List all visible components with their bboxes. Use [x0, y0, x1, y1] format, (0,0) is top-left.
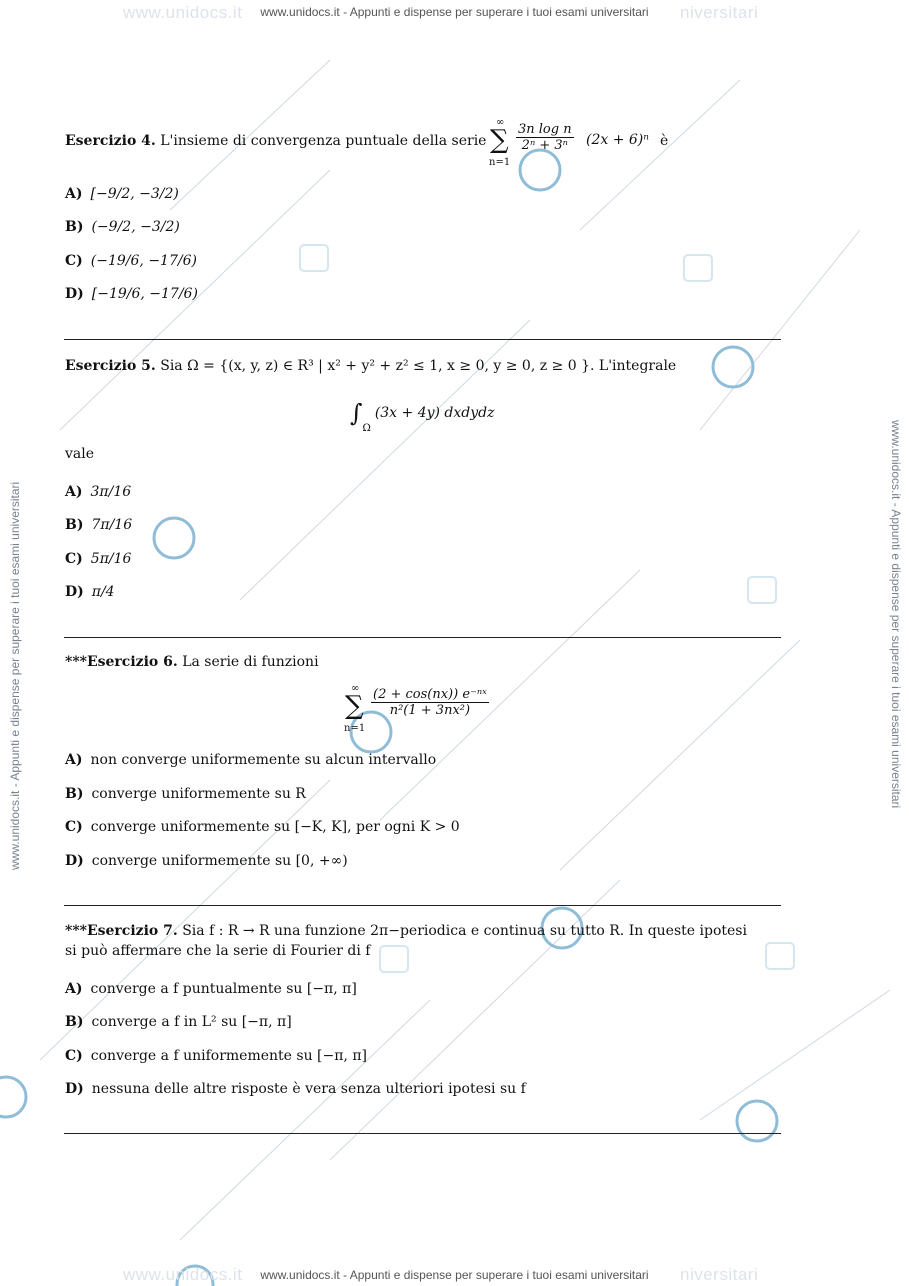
ex4-option-d[interactable]: D) [−19/6, −17/6) [65, 286, 198, 302]
watermark-side-right: www.unidocs.it - Appunti e dispense per superare i tuoi esami universitari [889, 420, 903, 809]
ex5-title: Esercizio 5. [65, 358, 156, 374]
ex6-sum-lower: n=1 [344, 723, 366, 734]
ex4-title: Esercizio 4. [65, 133, 156, 149]
watermark-side-left: www.unidocs.it - Appunti e dispense per superare i tuoi esami universitari [8, 481, 22, 870]
ex6-option-d[interactable]: D) converge uniformemente su [0, +∞) [65, 853, 348, 869]
ex4-sigma-icon: ∑ [490, 125, 509, 155]
ex4-sum-lower: n=1 [489, 157, 511, 168]
ex4-denominator: 2ⁿ + 3ⁿ [521, 138, 568, 153]
ex7-option-a[interactable]: A) converge a f puntualmente su [−π, π] [65, 981, 357, 997]
ex7-statement-line2: si può affermare che la serie di Fourier di f [65, 943, 371, 959]
watermark-ghost-right: niversitari [680, 3, 759, 22]
ex4-tail: (2x + 6)ⁿ [586, 132, 649, 148]
ex6-title: ***Esercizio 6. [65, 654, 178, 670]
divider [64, 1133, 781, 1134]
ex5-integral-sub: Ω [362, 423, 371, 434]
ex6-numerator: (2 + cos(nx)) e⁻ⁿˣ [373, 687, 487, 702]
ex5-option-a[interactable]: A) 3π/16 [65, 484, 132, 500]
ex6-fraction [371, 687, 489, 718]
ex7-statement-line1 [65, 923, 747, 939]
ex6-option-a[interactable]: A) non converge uniformemente su alcun intervallo [65, 752, 437, 768]
ex6-option-b[interactable]: B) converge uniformemente su R [65, 786, 306, 802]
ex5-integral [350, 395, 495, 434]
ex7-option-d[interactable]: D) nessuna delle altre risposte è vera senza ulteriori ipotesi su f [65, 1081, 526, 1097]
ex6-sum-upper: ∞ [351, 683, 360, 694]
ex5-option-d[interactable]: D) π/4 [65, 584, 115, 600]
ex4-option-b[interactable]: B) (−9/2, −3/2) [65, 219, 180, 235]
watermark-header: www.unidocs.it - Appunti e dispense per superare i tuoi esami universitari [260, 5, 649, 19]
ex6-option-c[interactable]: C) converge uniformemente su [−K, K], per ogni K > 0 [65, 819, 460, 835]
ex6-text: La serie di funzioni [182, 654, 319, 670]
divider [64, 339, 781, 340]
ex6-denominator: n²(1 + 3nx²) [389, 703, 471, 718]
ex4-option-a[interactable]: A) [−9/2, −3/2) [65, 186, 179, 202]
ex5-integrand: (3x + 4y) dxdydz [374, 405, 495, 421]
divider [64, 637, 781, 638]
ex4-option-c[interactable]: C) (−19/6, −17/6) [65, 253, 197, 269]
divider [64, 905, 781, 906]
integral-sign-icon: ∫ [350, 399, 363, 427]
ex7-option-b[interactable]: B) converge a f in L² su [−π, π] [65, 1014, 292, 1030]
ex7-option-c[interactable]: C) converge a f uniformemente su [−π, π] [65, 1048, 368, 1064]
ex5-text: Sia Ω = {(x, y, z) ∈ R³ | x² + y² + z² ≤ 1, x ≥ 0, y ≥ 0, z ≥ 0 }. L'integrale [160, 358, 677, 374]
ex4-numerator: 3n log n [518, 122, 572, 137]
ex4-end: è [660, 133, 669, 149]
watermark-footer: www.unidocs.it - Appunti e dispense per superare i tuoi esami universitari [260, 1268, 649, 1282]
ex4-sum-upper: ∞ [496, 117, 505, 128]
ex6-series [343, 683, 513, 735]
ex5-option-c[interactable]: C) 5π/16 [65, 551, 132, 567]
ex5-option-b[interactable]: B) 7π/16 [65, 517, 133, 533]
ex5-after: vale [65, 446, 95, 462]
ex4-fraction [516, 122, 574, 153]
ex6-sigma-icon: ∑ [345, 691, 364, 721]
ex4-statement [65, 133, 486, 149]
ex6-statement [65, 654, 319, 670]
watermark-ghost-left-bottom: www.unidocs.it [123, 1265, 243, 1284]
watermark-ghost-right-bottom: niversitari [680, 1265, 759, 1284]
ex7-title: ***Esercizio 7. [65, 923, 178, 939]
watermark-ghost-left: www.unidocs.it [123, 3, 243, 22]
ex7-text-line1: Sia f : R → R una funzione 2π−periodica e continua su tutto R. In queste ipotesi [182, 923, 747, 939]
ex5-statement [65, 358, 676, 374]
ex4-text: L'insieme di convergenza puntuale della serie [160, 133, 487, 149]
